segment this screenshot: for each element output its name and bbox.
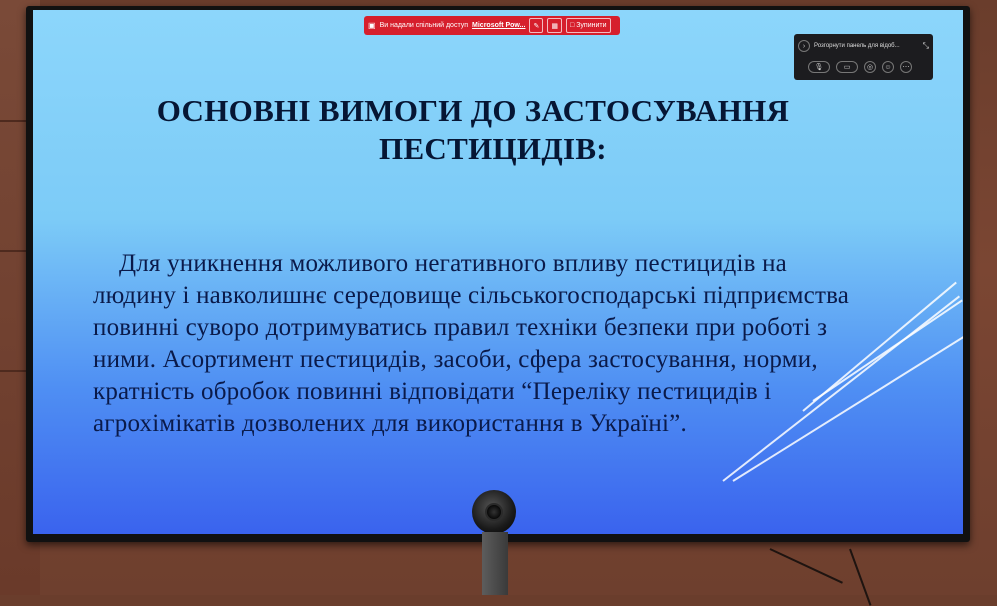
slide-body-line: людину і навколишнє середовище сільськогосподарські підприємства bbox=[93, 282, 850, 309]
slide-title-line-1: ОСНОВНІ ВИМОГИ ДО ЗАСТОСУВАННЯ bbox=[156, 93, 790, 128]
grid-icon: ▦ bbox=[551, 22, 558, 30]
more-icon[interactable]: ⋯ bbox=[900, 61, 912, 73]
shared-document-name[interactable]: Microsoft Pow... bbox=[472, 22, 526, 29]
collapse-icon[interactable]: ⤡ bbox=[922, 41, 929, 50]
meeting-control-panel bbox=[794, 34, 933, 80]
slide-body-line: агрохімікатів дозволених для використання в Україні”. bbox=[93, 410, 687, 437]
slide-title-line-2: ПЕСТИЦИДІВ: bbox=[379, 131, 607, 166]
slide-body-line: Для уникнення можливого негативного впливу пестицидів на bbox=[119, 250, 787, 277]
slide-title bbox=[143, 92, 803, 168]
chevron-right-icon[interactable]: › bbox=[798, 40, 810, 52]
video-camera-icon[interactable]: ▭ bbox=[836, 61, 858, 73]
screen-share-bar bbox=[364, 16, 620, 35]
stop-sharing-label: Зупинити bbox=[576, 22, 607, 29]
slide-body-line: ними. Асортимент пестицидів, засоби, сфера застосування, норми, bbox=[93, 346, 818, 373]
presentation-screen bbox=[33, 10, 963, 534]
slide-body-line: кратність обробок повинні відповідати “Переліку пестицидів і bbox=[93, 378, 772, 405]
cable bbox=[770, 548, 843, 584]
annotate-button[interactable]: ✎ bbox=[529, 18, 543, 33]
webcam-lens bbox=[485, 503, 503, 521]
grid-button[interactable] bbox=[547, 18, 562, 33]
webcam-stand bbox=[482, 532, 508, 595]
cable bbox=[849, 549, 871, 606]
screen-share-icon: ▣ bbox=[368, 21, 376, 30]
expand-panel-label[interactable]: Розгорнути панель для відоб... bbox=[814, 43, 900, 49]
people-icon[interactable]: ☺ bbox=[882, 61, 894, 73]
slide-body-line: повинні суворо дотримуватись правил техніки безпеки при роботі з bbox=[93, 314, 828, 341]
stop-sharing-button[interactable] bbox=[566, 18, 611, 33]
share-screen-icon[interactable]: ◎ bbox=[864, 61, 876, 73]
sharing-status-text: Ви надали спільний доступ bbox=[379, 22, 469, 29]
slide-body bbox=[93, 248, 903, 440]
microphone-icon[interactable]: 🎙 bbox=[808, 61, 830, 73]
stop-icon: □ bbox=[569, 22, 575, 29]
